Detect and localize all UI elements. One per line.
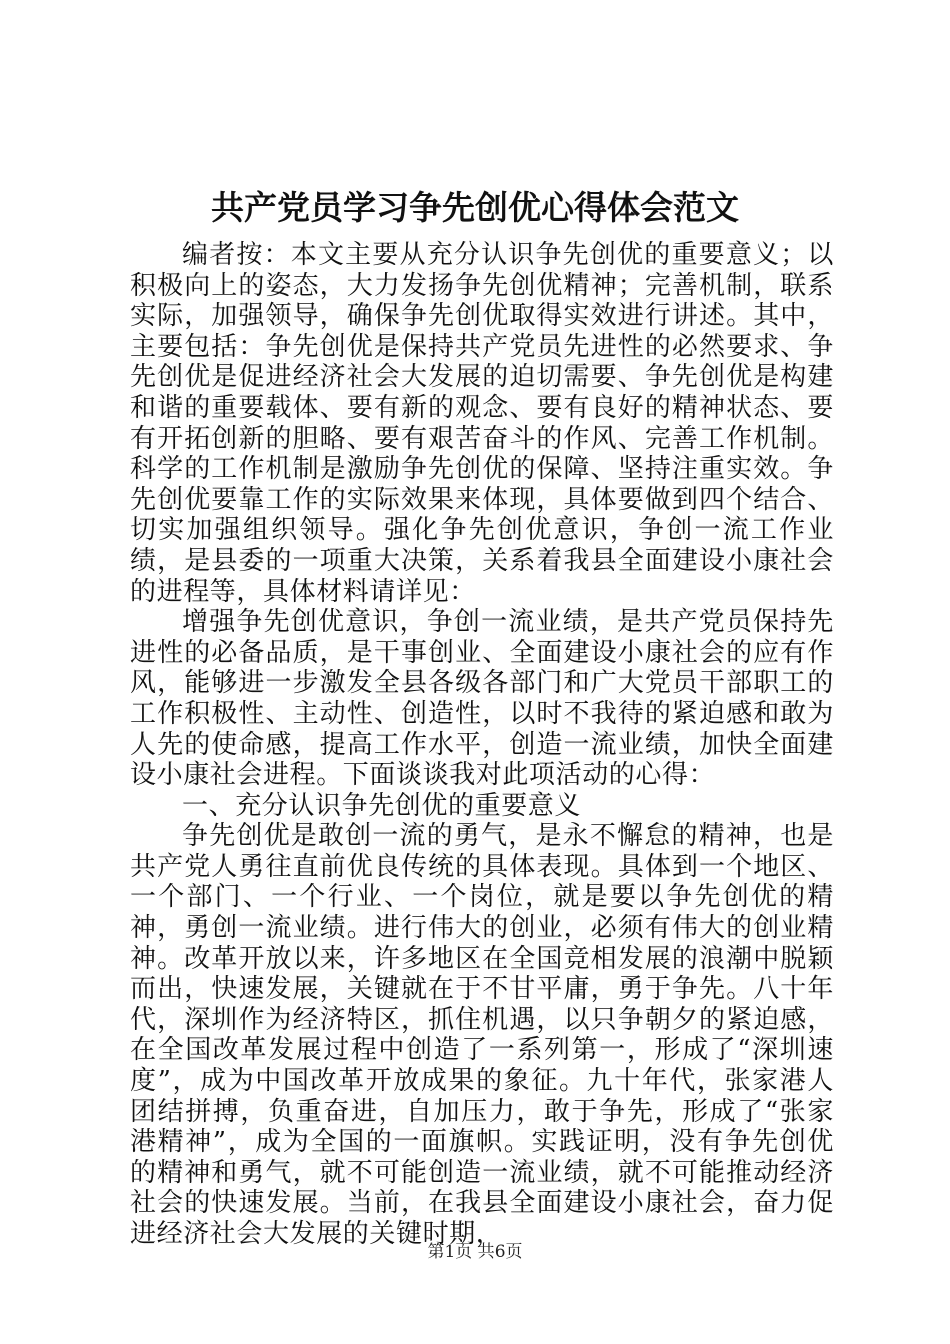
page-footer [0, 1240, 950, 1264]
page-number-label: 第1页 共6页 [427, 1242, 523, 1262]
editor-note-paragraph: 编者按：本文主要从充分认识争先创优的重要意义；以积极向上的姿态，大力发扬争先创优精神；完善机制，联系实际，加强领导，确保争先创优取得实效进行讲述。其中，主要包括：争先创优是保持共产党员先进性的必然要求、争先创优是促进经济社会大发展的迫切需要、争先创优是构建和谐的重要载体、要有新的观念、要有良好的精神状态、要有开拓创新的胆略、要有艰苦奋斗的作风、完善工作机制。科学的工作机制是激励争先创优的保障、坚持注重实效。争先创优要靠工作的实际效果来体现，具体要做到四个结合、切实加强组织领导。强化争先创优意识，争创一流工作业绩，是县委的一项重大决策，关系着我县全面建设小康社会的进程等，具体材料请详见： [130, 240, 834, 607]
section-paragraph: 争先创优是敢创一流的勇气，是永不懈怠的精神，也是共产党人勇往直前优良传统的具体表现。具体到一个地区、一个部门、一个行业、一个岗位，就是要以争先创优的精神，勇创一流业绩。进行伟大的创业，必须有伟大的创业精神。改革开放以来，许多地区在全国竞相发展的浪潮中脱颖而出，快速发展，关键就在于不甘平庸，勇于争先。八十年代，深圳作为经济特区，抓住机遇，以只争朝夕的紧迫感，在全国改革发展过程中创造了一系列第一，形成了“深圳速度”，成为中国改革开放成果的象征。九十年代，张家港人团结拼搏，负重奋进，自加压力，敢于争先，形成了“张家港精神”，成为全国的一面旗帜。实践证明，没有争先创优的精神和勇气，就不可能创造一流业绩，就不可能推动经济社会的快速发展。当前，在我县全面建设小康社会，奋力促进经济社会大发展的关键时期， [130, 821, 834, 1249]
section-heading: 一、充分认识争先创优的重要意义 [182, 790, 582, 821]
intro-paragraph: 增强争先创优意识，争创一流业绩，是共产党员保持先进性的必备品质，是干事创业、全面建设小康社会的应有作风，能够进一步激发全县各级各部门和广大党员干部职工的工作积极性、主动性、创造性，以时不我待的紧迫感和敢为人先的使命感，提高工作水平，创造一流业绩，加快全面建设小康社会进程。下面谈谈我对此项活动的心得： [130, 607, 834, 791]
document-title: 共产党员学习争先创优心得体会范文 [211, 188, 739, 227]
document-body [130, 240, 834, 1250]
